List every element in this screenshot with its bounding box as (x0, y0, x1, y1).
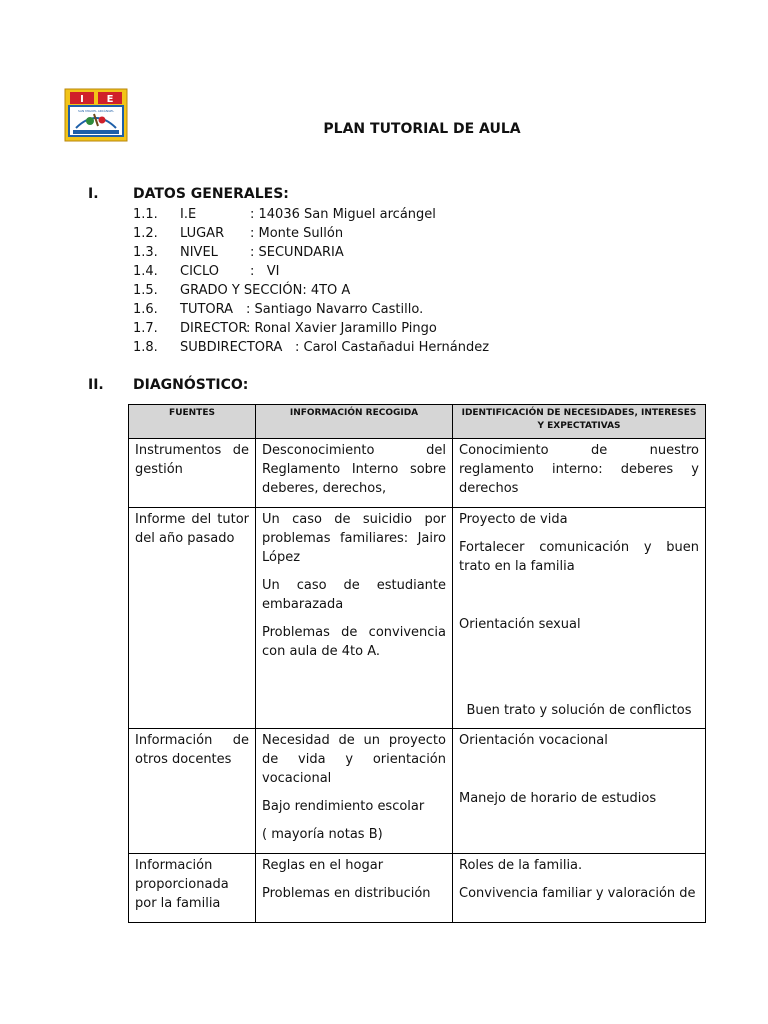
info-text: Bajo rendimiento escolar (262, 799, 425, 814)
cell-info (256, 729, 453, 854)
item-value: : Ronal Xavier Jaramillo Pingo (246, 321, 437, 336)
info-text: Un caso de suicidio por problemas familiares: Jairo López (262, 512, 446, 565)
ident-text: Proyecto de vida (459, 512, 568, 527)
ident-text: Convivencia familiar y valoración de (459, 886, 696, 901)
info-text: Un caso de estudiante embarazada (262, 578, 446, 612)
table-row (129, 729, 706, 854)
cell-ident (453, 508, 706, 729)
section-2-heading: DIAGNÓSTICO: (133, 377, 249, 393)
item-number: 1.6. (133, 302, 158, 317)
cell-fuente (129, 854, 256, 923)
header-informacion: INFORMACIÓN RECOGIDA (256, 405, 453, 439)
item-label: I.E (180, 207, 197, 222)
item-label: GRADO Y SECCIÓN: 4TO A (180, 283, 351, 298)
cell-ident (453, 439, 706, 508)
header-fuentes: FUENTES (129, 405, 256, 439)
ident-text: Orientación sexual (459, 617, 581, 632)
item-number: 1.1. (133, 207, 158, 222)
info-text: Desconocimiento del Reglamento Interno sobre deberes, derechos, (262, 443, 446, 496)
ident-text: Roles de la familia. (459, 858, 583, 873)
section-1-number: I. (88, 186, 99, 202)
section-1-heading: DATOS GENERALES: (133, 186, 289, 202)
info-text: Problemas de convivencia con aula de 4to A. (262, 625, 446, 659)
table-row (129, 854, 706, 923)
item-number: 1.8. (133, 340, 158, 355)
logo-letter-i: I (80, 94, 84, 105)
cell-ident (453, 729, 706, 854)
item-number: 1.2. (133, 226, 158, 241)
cell-info (256, 854, 453, 923)
section-2-number: II. (88, 377, 104, 393)
item-number: 1.4. (133, 264, 158, 279)
diagnostico-table (128, 404, 706, 923)
ident-text: Manejo de horario de estudios (459, 791, 657, 806)
item-value: : Santiago Navarro Castillo. (246, 302, 424, 317)
item-value: : VI (250, 264, 280, 279)
item-value: : Carol Castañadui Hernández (295, 340, 490, 355)
cell-fuente (129, 729, 256, 854)
document-title: PLAN TUTORIAL DE AULA (323, 121, 521, 137)
info-text: ( mayoría notas B) (262, 827, 383, 842)
cell-info (256, 508, 453, 729)
cell-fuente (129, 508, 256, 729)
logo-letter-e: E (106, 94, 114, 105)
item-label: LUGAR (180, 226, 225, 241)
item-label: NIVEL (180, 245, 218, 260)
item-value: : Monte Sullón (250, 226, 344, 241)
item-label: SUBDIRECTORA (180, 340, 283, 355)
ident-text: Fortalecer comunicación y buen trato en la familia (459, 540, 699, 574)
item-number: 1.7. (133, 321, 158, 336)
table-row (129, 508, 706, 729)
fuente-text: Informe del tutor del año pasado (135, 512, 249, 546)
item-value: : 14036 San Miguel arcángel (250, 207, 436, 222)
table-row (129, 439, 706, 508)
fuente-text: Información de otros docentes (135, 733, 249, 767)
item-label: TUTORA (180, 302, 234, 317)
fuente-text: Instrumentos de gestión (135, 443, 249, 477)
info-text: Reglas en el hogar (262, 858, 384, 873)
ident-text: Conocimiento de nuestro reglamento interno: deberes y derechos (459, 443, 699, 496)
table-header-row (129, 405, 706, 439)
cell-info (256, 439, 453, 508)
info-text: Problemas en distribución (262, 886, 431, 901)
fuente-text: Información proporcionada por la familia (135, 858, 229, 911)
header-identificacion: IDENTIFICACIÓN DE NECESIDADES, INTERESES Y EXPECTATIVAS (453, 405, 706, 439)
ident-text: Orientación vocacional (459, 733, 608, 748)
item-number: 1.3. (133, 245, 158, 260)
logo-text: SAN MIGUEL ARCÁNGEL (78, 109, 114, 113)
item-label: DIRECTOR (180, 321, 248, 336)
cell-ident (453, 854, 706, 923)
cell-fuente (129, 439, 256, 508)
ident-text: Buen trato y solución de conflictos (466, 703, 692, 718)
item-label: CICLO (180, 264, 219, 279)
item-number: 1.5. (133, 283, 158, 298)
info-text: Necesidad de un proyecto de vida y orientación vocacional (262, 733, 446, 786)
item-value: : SECUNDARIA (250, 245, 344, 260)
